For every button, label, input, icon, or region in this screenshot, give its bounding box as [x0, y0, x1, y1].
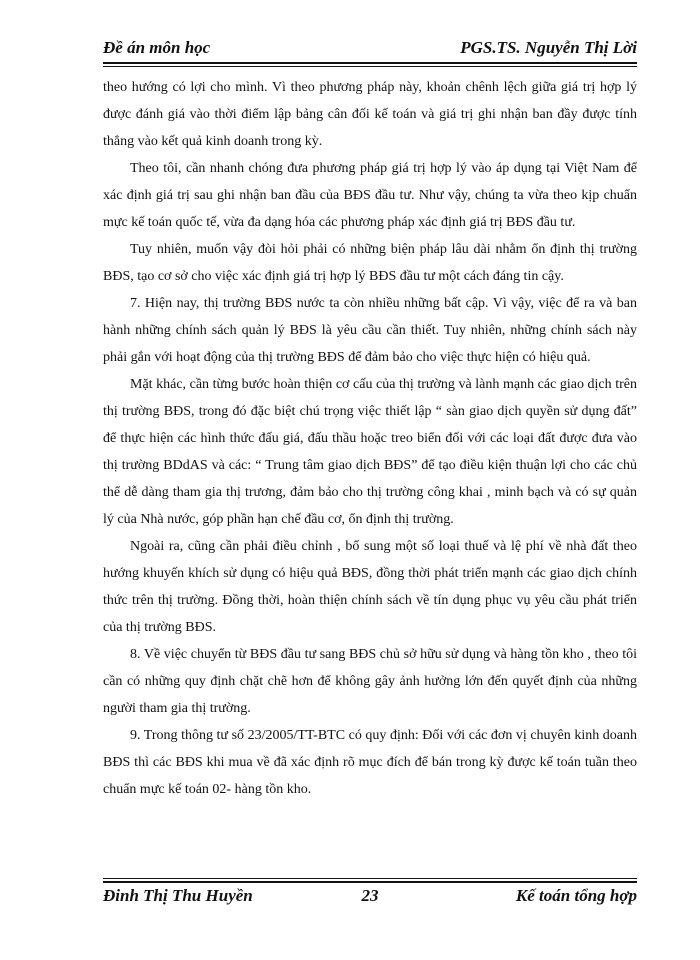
paragraph-1: theo hướng có lợi cho mình. Vì theo phương pháp này, khoản chênh lệch giữa giá trị hợp lý được đánh giá vào thời điểm lập bảng cân đối kế toán và giá trị ghi nhận ban đầy được tính thẳng vào kết quả kinh doanh trong kỳ.	[103, 80, 637, 149]
paragraph-6: Ngoài ra, cũng cần phải điều chỉnh , bổ sung một số loại thuế và lệ phí về nhà đất theo hướng khuyến khích sử dụng có hiệu quả BĐS, đồng thời phát triển mạnh các giao dịch chính thức trên thị trường. Đồng thời, hoàn thiện chính sách về tín dụng phục vụ yêu cầu phát triển của thị trường BĐS.	[103, 539, 637, 635]
paragraph-3: Tuy nhiên, muốn vậy đòi hỏi phải có những biện pháp lâu dài nhằm ổn định thị trường BĐS, tạo cơ sở cho việc xác định giá trị hợp lý BĐS đầu tư một cách đáng tin cậy.	[103, 242, 637, 284]
page-header	[103, 36, 637, 62]
paragraph-4: 7. Hiện nay, thị trường BĐS nước ta còn nhiều những bất cập. Vì vậy, việc để ra và ban hành những chính sách quản lý BĐS là yêu cầu cần thiết. Tuy nhiên, những chính sách này phải gắn với hoạt động của thị trường BĐS để đảm bảo cho việc thực hiện có hiệu quả.	[103, 296, 637, 365]
footer-rule-thin	[103, 878, 637, 879]
paragraph-7: 8. Về việc chuyển từ BĐS đầu tư sang BĐS chủ sở hữu sử dụng và hàng tồn kho , theo tôi cần có những quy định chặt chẽ hơn để không gây ảnh hưởng lớn đến quyết định của những người tham gia thị trường.	[103, 647, 637, 716]
paragraph-8: 9. Trong thông tư số 23/2005/TT-BTC có quy định: Đối với các đơn vị chuyên kinh doanh BĐS thì các BĐS khi mua về đã xác định rõ mục đích để bán trong kỳ được kế toán tuần theo chuẩn mực kế toán 02- hàng tồn kho.	[103, 728, 637, 797]
header-supervisor: PGS.TS. Nguyễn Thị Lời	[460, 38, 637, 57]
footer-department: Kế toán tổng hợp	[515, 886, 637, 905]
header-rule-thin	[103, 66, 637, 67]
page-body	[103, 74, 637, 803]
footer-rule-thick	[103, 881, 637, 883]
page-number: 23	[361, 886, 379, 905]
header-course-title: Đề án môn học	[103, 38, 211, 57]
paragraph-5: Mặt khác, cần từng bước hoàn thiện cơ cấu của thị trường và lành mạnh các giao dịch trên thị trường BĐS, trong đó đặc biệt chú trọng việc thiết lập “ sàn giao dịch quyền sử dụng đất” để thực hiện các hình thức đấu giá, đấu thầu hoặc treo biển đối với các loại đất được đưa vào thị trường BDdAS và các: “ Trung tâm giao dịch BĐS” để tạo điều kiện thuận lợi cho các chủ thể dễ dàng tham gia thị trương, đảm bảo cho thị trường công khai , minh bạch và có sự quản lý của Nhà nước, góp phần hạn chế đầu cơ, ổn định thị trường.	[103, 377, 637, 527]
header-rule-thick	[103, 62, 637, 64]
footer-author: Đinh Thị Thu Huyền	[103, 886, 253, 905]
paragraph-2: Theo tôi, cần nhanh chóng đưa phương pháp giá trị hợp lý vào áp dụng tại Việt Nam để xác định giá trị sau ghi nhận ban đầu của BĐS đầu tư. Như vậy, chúng ta vừa theo kịp chuẩn mực kế toán quốc tế, vừa đa dạng hóa các phương pháp xác định giá trị BĐS đầu tư.	[103, 161, 637, 230]
page-footer	[103, 884, 637, 910]
